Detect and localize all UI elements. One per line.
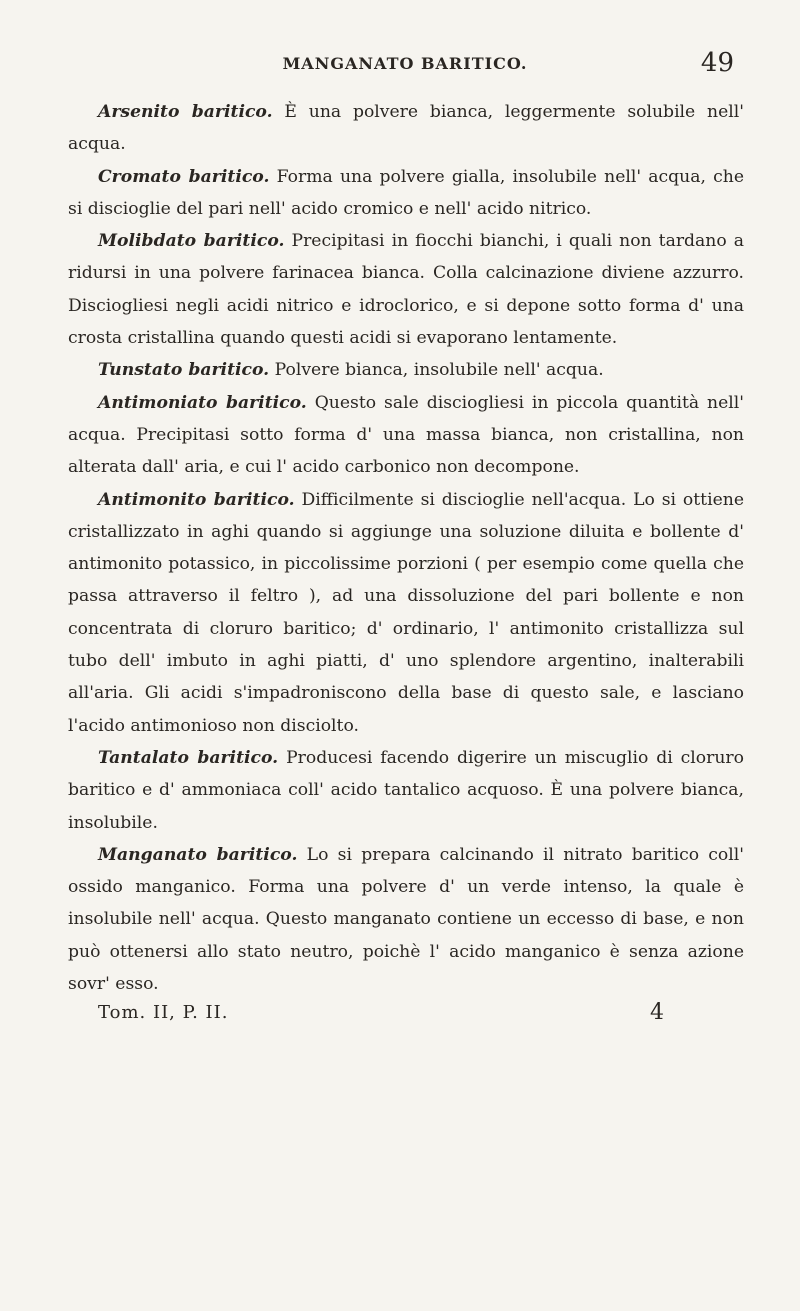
entry-antimonito <box>68 484 744 742</box>
entry-text: Difficilmente si discioglie nell'acqua. Lo si ottiene cristallizzato in aghi quando si aggiunge una soluzione diluita e bollente d' antimonito potassico, in piccolissime porzioni ( per esempio come quella che passa attraverso il feltro ), ad una dissoluzione del pari bollente e non concentrata di cloruro baritico; d' ordinario, l' antimonito cristallizza sul tubo dell' imbuto in aghi piatti, d' uno splendore argentino, inalterabili all'aria. Gli acidi s'impadroniscono della base di questo sale, e lasciano l'acido antimonioso non disciolto. <box>68 489 744 736</box>
body-text <box>68 96 744 1000</box>
signature-mark: Tom. II, P. II. <box>98 1002 229 1024</box>
entry-term: Arsenito baritico. <box>98 102 273 122</box>
entry-molibdato <box>68 225 744 354</box>
entry-term: Molibdato baritico. <box>98 231 285 252</box>
entry-text: Forma una polvere gialla, insolubile nell' acqua, che si discioglie del pari nell' acido cromico e nell' acido nitrico. <box>68 166 744 219</box>
entry-text: È una polvere bianca, leggermente solubile nell' acqua. <box>68 102 744 155</box>
signature-number: 4 <box>650 1000 664 1026</box>
running-head-title: MANGANATO BARITICO. <box>282 54 528 73</box>
entry-text: Precipitasi in fiocchi bianchi, i quali non tardano a ridursi in una polvere farinacea bianca. Colla calcinazione diviene azzurro. Disciogliesi negli acidi nitrico e idroclorico, e si depone sotto forma d' una crosta cristallina quando questi acidi si evaporano lentamente. <box>68 231 744 349</box>
entry-tunstato <box>68 354 744 386</box>
entry-arsenito <box>68 96 744 161</box>
signature-line <box>68 1002 744 1036</box>
entry-term: Manganato baritico. <box>98 844 298 865</box>
entry-text: Polvere bianca, insolubile nell' acqua. <box>269 360 604 381</box>
entry-term: Cromato baritico. <box>98 166 270 187</box>
running-head <box>68 48 742 88</box>
entry-tantalato <box>68 742 744 839</box>
entry-manganato <box>68 839 744 1000</box>
page-number: 49 <box>700 48 734 78</box>
entry-text: Lo si prepara calcinando il nitrato baritico coll' ossido manganico. Forma una polvere d' un verde intenso, la quale è insolubile nell' acqua. Questo manganato contiene un eccesso di base, e non può ottenersi allo stato neutro, poichè l' acido manganico è senza azione sovr' esso. <box>68 844 744 995</box>
entry-term: Antimonito baritico. <box>98 489 295 510</box>
entry-term: Antimoniato baritico. <box>98 392 307 413</box>
entry-term: Tantalato baritico. <box>98 747 279 768</box>
entry-term: Tunstato baritico. <box>98 360 270 381</box>
entry-text: Producesi facendo digerire un miscuglio di cloruro baritico e d' ammoniaca coll' acido tantalico acquoso. È una polvere bianca, insolubile. <box>68 747 744 833</box>
entry-antimoniato <box>68 387 744 484</box>
entry-text: Questo sale disciogliesi in piccola quantità nell' acqua. Precipitasi sotto forma d' una massa bianca, non cristallina, non alterata dall' aria, e cui l' acido carbonico non decompone. <box>68 392 744 478</box>
entry-cromato <box>68 161 744 226</box>
